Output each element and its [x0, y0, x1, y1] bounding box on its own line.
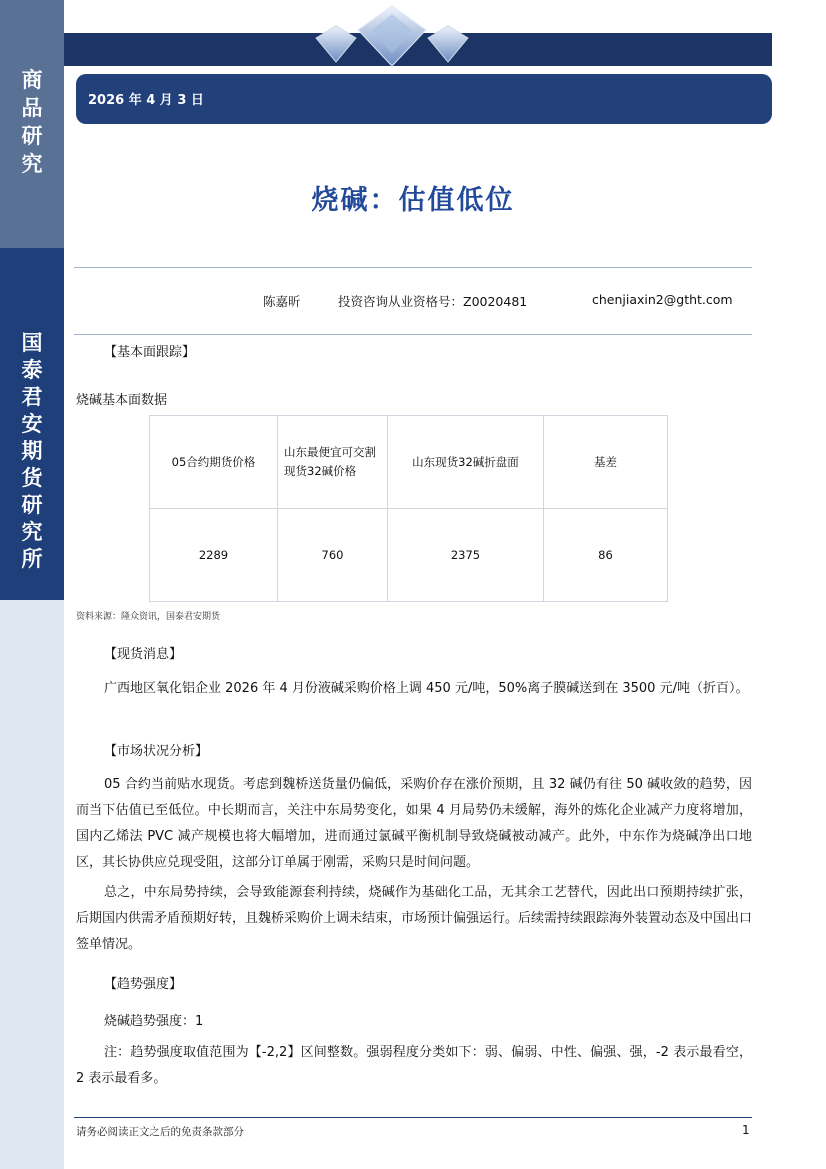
- paragraph-analysis-1: 05 合约当前贴水现货。考虑到魏桥送货量仍偏低，采购价存在涨价预期，且 32 碱仍有往 50 碱收敛的趋势，因而当下估值已至低位。中长期而言，关注中东局势变化，如果 4 月局势仍未缓解，海外的炼化企业减产力度将增加，国内乙烯法 PVC 减产规模也将大幅增加，进而通过氯碱平衡机制导致烧碱被动减产。此外，中东作为烧碱净出口地区，其长协供应兑现受阻，这部分订单属于刚需，采购只是时间问题。: [76, 777, 752, 870]
- license-number: 投资咨询从业资格号：Z0020481: [338, 294, 528, 309]
- sidebar-institute-block: [0, 248, 64, 600]
- divider-top: [74, 267, 752, 268]
- table-cell: 2289: [150, 509, 278, 602]
- trend-strength-value: 烧碱趋势强度：1: [104, 1014, 204, 1029]
- section-market-analysis: 【市场状况分析】: [104, 744, 209, 759]
- table-title: 烧碱基本面数据: [76, 393, 168, 408]
- sidebar-category-label: 商 品 研 究: [21, 68, 43, 176]
- table-cell: 86: [544, 509, 668, 602]
- table-header-cell: 山东现货32碱折盘面: [388, 416, 544, 509]
- table-cell: 2375: [388, 509, 544, 602]
- section-trend-strength: 【趋势强度】: [104, 977, 183, 992]
- report-date: 2026 年 4 月 3 日: [88, 93, 204, 108]
- paragraph-analysis-2: 总之，中东局势持续，会导致能源套利持续，烧碱作为基础化工品，无其余工艺替代，因此出口预期持续扩张，后期国内供需矛盾预期好转，且魏桥采购价上调未结束，市场预计偏强运行。后续需持续跟踪海外装置动态及中国出口签单情况。: [76, 885, 753, 952]
- date-bar: [76, 74, 772, 124]
- paragraph-spot: 广西地区氧化铝企业 2026 年 4 月份液碱采购价格上调 450 元/吨，50%离子膜碱送到在 3500 元/吨（折百）。: [104, 681, 749, 696]
- trend-note: 注：趋势强度取值范围为【-2,2】区间整数。强弱程度分类如下：弱、偏弱、中性、偏强、强，-2 表示最看空，2 表示最看多。: [76, 1045, 752, 1086]
- table-cell: 760: [278, 509, 388, 602]
- author-email[interactable]: chenjiaxin2@gtht.com: [592, 292, 733, 307]
- diamond-gems-icon: [312, 0, 472, 72]
- section-spot-news: 【现货消息】: [104, 647, 183, 662]
- author-name: 陈嘉昕: [263, 294, 301, 309]
- fundamentals-table: [149, 415, 668, 602]
- sidebar-lower-block: [0, 600, 64, 1169]
- table-header-row: [150, 416, 668, 509]
- footer-divider: [74, 1117, 752, 1118]
- table-header-cell: 山东最便宜可交割现货32碱价格: [278, 416, 388, 509]
- section-fundamentals: 【基本面跟踪】: [104, 345, 196, 360]
- divider-bottom: [74, 334, 752, 335]
- table-row: [150, 509, 668, 602]
- table-header-cell: 05合约期货价格: [150, 416, 278, 509]
- sidebar-institute-label: 国 泰 君 安 期 货 研 究 所: [21, 331, 43, 571]
- report-title: 烧碱：估值低位: [311, 185, 515, 216]
- table-header-cell: 基差: [544, 416, 668, 509]
- table-source: 资料来源：隆众资讯，国泰君安期货: [76, 612, 221, 622]
- footer-disclaimer: 请务必阅读正文之后的免责条款部分: [76, 1126, 244, 1138]
- page-number: 1: [742, 1123, 750, 1137]
